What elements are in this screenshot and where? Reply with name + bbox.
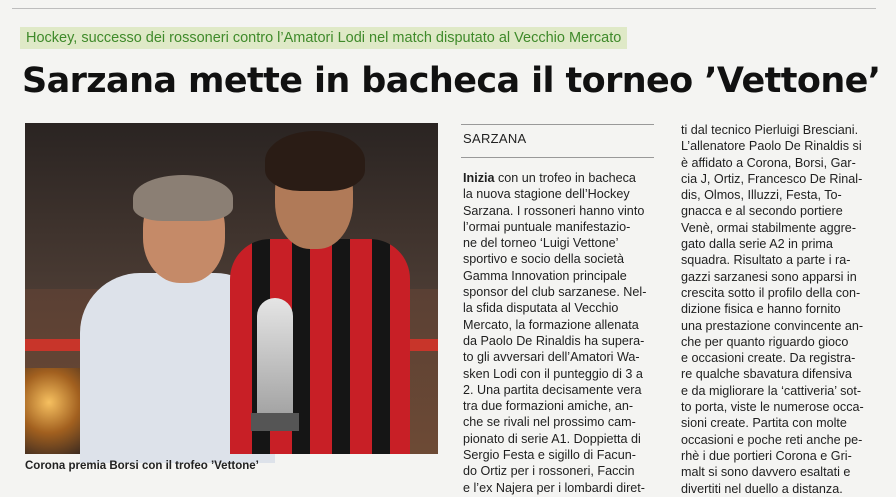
article-kicker: Hockey, successo dei rossoneri contro l’Amatori Lodi nel match disputato al Vecchio Mercato <box>20 27 627 49</box>
text-line: che se rivali nel prossimo cam- <box>463 415 636 430</box>
text-line: la sfida disputata al Vecchio <box>463 301 619 316</box>
text-line-rest: con un trofeo in bacheca <box>494 171 636 185</box>
text-line: è affidato a Corona, Borsi, Gar- <box>681 155 856 170</box>
text-line: malt si sono davvero esaltati e <box>681 465 851 480</box>
text-line: Gamma Innovation principale <box>463 268 627 283</box>
article-dateline: SARZANA <box>463 131 527 146</box>
lead-word: Inizia <box>463 171 495 185</box>
text-line: gazzi sarzanesi sono apparsi in <box>681 269 857 284</box>
text-line: to gli avversari dell’Amatori Wa- <box>463 350 640 365</box>
text-line: L’allenatore Paolo De Rinaldis si <box>681 139 862 154</box>
text-line: re qualche sbavatura difensiva <box>681 367 852 382</box>
text-line: gato dalla serie A2 in prima <box>681 237 833 252</box>
text-line: e l’ex Najera per i lombardi diret- <box>463 480 645 495</box>
column-1-body <box>463 170 656 496</box>
text-line: gnacca e al secondo portiere <box>681 204 843 219</box>
text-line: occasioni e poche reti anche pe- <box>681 432 863 447</box>
top-divider <box>12 8 876 9</box>
text-line: e da migliorare la ‘cattiveria’ sot- <box>681 383 862 398</box>
text-line: rhè i due portieri Corona e Gri- <box>681 448 852 463</box>
text-line: dis, Olmos, Illuzzi, Festa, To- <box>681 188 842 203</box>
text-line: cia J, Ortiz, Francesco De Rinal- <box>681 171 863 186</box>
player-figure-hair <box>265 131 365 191</box>
article-column-1 <box>463 170 656 496</box>
text-line: pionato di serie A1. Doppietta di <box>463 431 641 446</box>
presenter-figure-hair <box>133 175 233 221</box>
text-line: dizione fisica e hanno fornito <box>681 302 841 317</box>
text-line: divertiti nel duello a distanza. <box>681 481 843 496</box>
text-line: da Paolo De Rinaldis ha supera- <box>463 333 645 348</box>
text-line <box>463 170 656 186</box>
dateline-rule-bottom <box>461 157 654 158</box>
text-line: do Ortiz per i rossoneri, Faccin <box>463 464 635 479</box>
text-line: Sergio Festa e sigillo di Facun- <box>463 448 636 463</box>
text-line: squadra. Risultato a parte i ra- <box>681 253 851 268</box>
text-line: che per quanto riguardo gioco <box>681 334 849 349</box>
text-line: sioni create. Partita con molte <box>681 416 847 431</box>
text-line: sportivo e socio della società <box>463 252 625 267</box>
text-line: tra due formazioni amiche, an- <box>463 399 634 414</box>
text-line: Mercato, la formazione allenata <box>463 317 639 332</box>
article-photo <box>25 123 438 454</box>
article-column-2 <box>681 122 881 497</box>
column-2-body <box>681 122 881 497</box>
trophy-shape <box>257 298 293 428</box>
text-line: sponsor del club sarzanese. Nel- <box>463 285 647 300</box>
trophy-base-shape <box>251 413 299 431</box>
dateline-rule-top <box>461 124 654 125</box>
text-line: la nuova stagione dell’Hockey <box>463 187 630 202</box>
text-line: una prestazione convincente an- <box>681 318 864 333</box>
text-line: to porta, viste le numerose occa- <box>681 400 864 415</box>
text-line: ti dal tecnico Pierluigi Bresciani. <box>681 123 859 137</box>
text-line: 2. Una partita decisamente vera <box>463 382 642 397</box>
text-line: ne del torneo ‘Luigi Vettone’ <box>463 236 619 251</box>
text-line: l’ormai puntuale manifestazio- <box>463 219 631 234</box>
article-headline: Sarzana mette in bacheca il torneo ’Vettone’ <box>22 61 881 101</box>
text-line: e occasioni create. Da registra- <box>681 351 856 366</box>
text-line: sken Lodi con il punteggio di 3 a <box>463 366 643 381</box>
text-line: Venè, ormai stabilmente aggre- <box>681 220 857 235</box>
text-line: Sarzana. I rossoneri hanno vinto <box>463 203 645 218</box>
text-line: crescita sotto il profilo della con- <box>681 285 861 300</box>
photo-caption: Corona premia Borsi con il trofeo ’Vettone’ <box>25 460 259 472</box>
